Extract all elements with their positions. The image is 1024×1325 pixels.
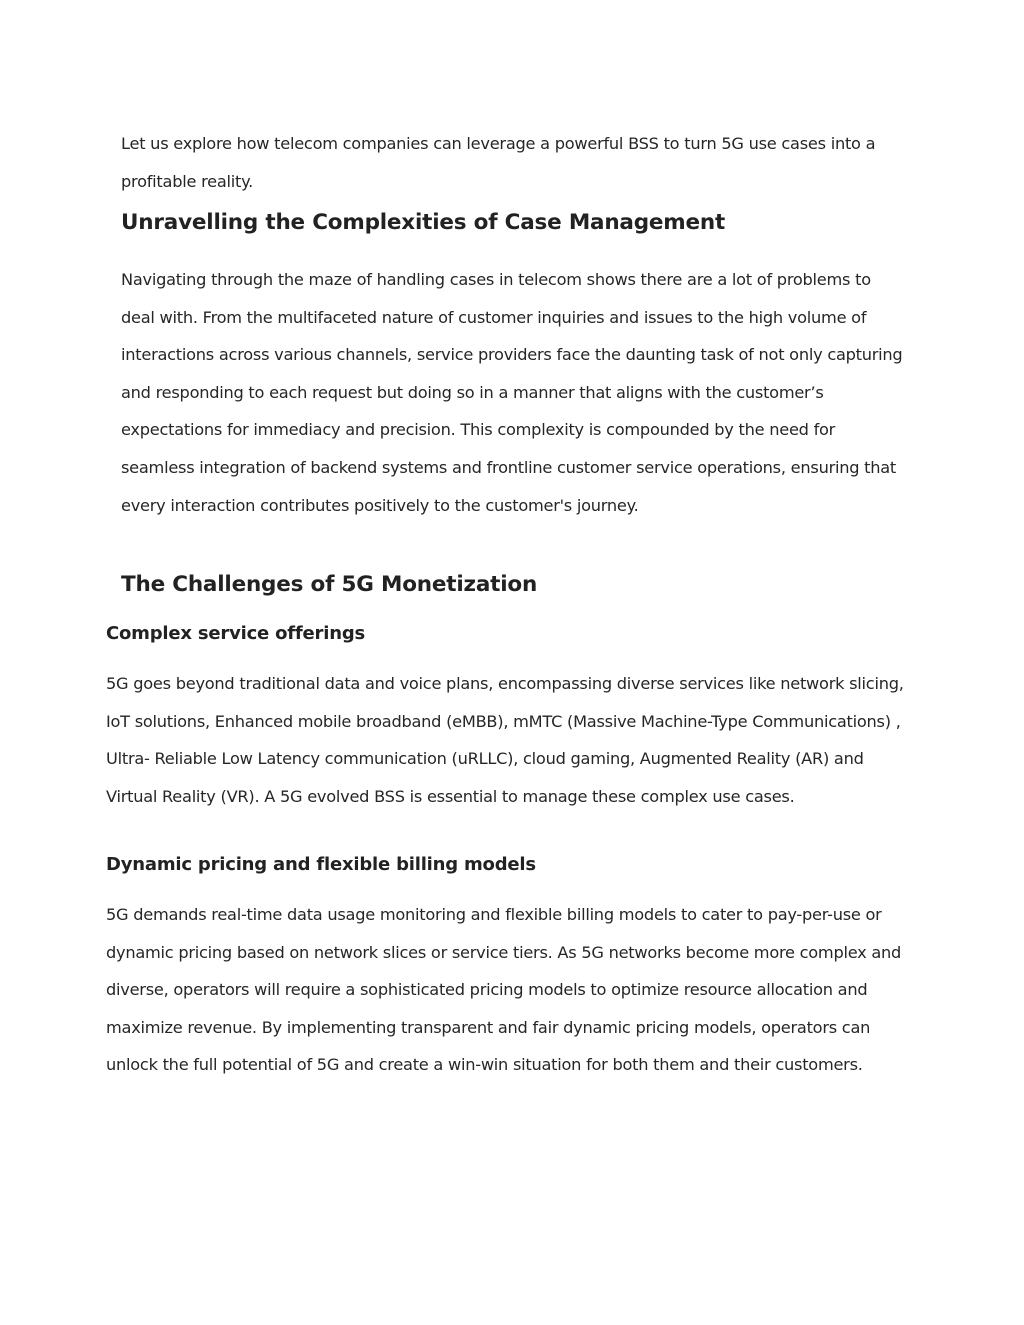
intro-paragraph: Let us explore how telecom companies can leverage a powerful BSS to turn 5G use cases into a profitable reality. — [121, 134, 876, 191]
complex-offerings-heading-block — [106, 621, 911, 647]
section-heading: Unravelling the Complexities of Case Management — [121, 210, 726, 235]
body-paragraph: Navigating through the maze of handling cases in telecom shows there are a lot of problems to deal with. From the multifaceted nature of customer inquiries and issues to the high volume of interactions across various channels, service providers face the daunting task of not only capturing and responding to each request but doing so in a manner that aligns with the customer’s expectations for immediacy and precision. This complexity is compounded by the need for seamless integration of backend systems and frontline customer service operations, ensuring that every interaction contributes positively to the customer's journey. — [121, 270, 903, 515]
dynamic-pricing-body-block — [106, 896, 921, 1084]
complex-offerings-body-block — [106, 665, 916, 815]
section-heading: The Challenges of 5G Monetization — [121, 572, 538, 597]
case-management-body-block — [121, 261, 906, 524]
intro-block — [121, 125, 911, 200]
challenges-heading-block — [121, 571, 911, 599]
dynamic-pricing-heading-block — [106, 852, 911, 878]
body-paragraph: 5G demands real-time data usage monitoring and flexible billing models to cater to pay-per-use or dynamic pricing based on network slices or service tiers. As 5G networks become more complex and diverse, operators will require a sophisticated pricing models to optimize resource allocation and maximize revenue. By implementing transparent and fair dynamic pricing models, operators can unlock the full potential of 5G and create a win-win situation for both them and their customers. — [106, 905, 902, 1075]
subsection-heading: Complex service offerings — [106, 623, 366, 644]
subsection-heading: Dynamic pricing and flexible billing models — [106, 854, 536, 875]
body-paragraph: 5G goes beyond traditional data and voice plans, encompassing diverse services like network slicing, IoT solutions, Enhanced mobile broadband (eMBB), mMTC (Massive Machine-Type Communications) , Ultra- Reliable Low Latency communication (uRLLC), cloud gaming, Augmented Reality (AR) and Virtual Reality (VR). A 5G evolved BSS is essential to manage these complex use cases. — [106, 674, 904, 806]
case-management-heading-block — [121, 209, 911, 237]
